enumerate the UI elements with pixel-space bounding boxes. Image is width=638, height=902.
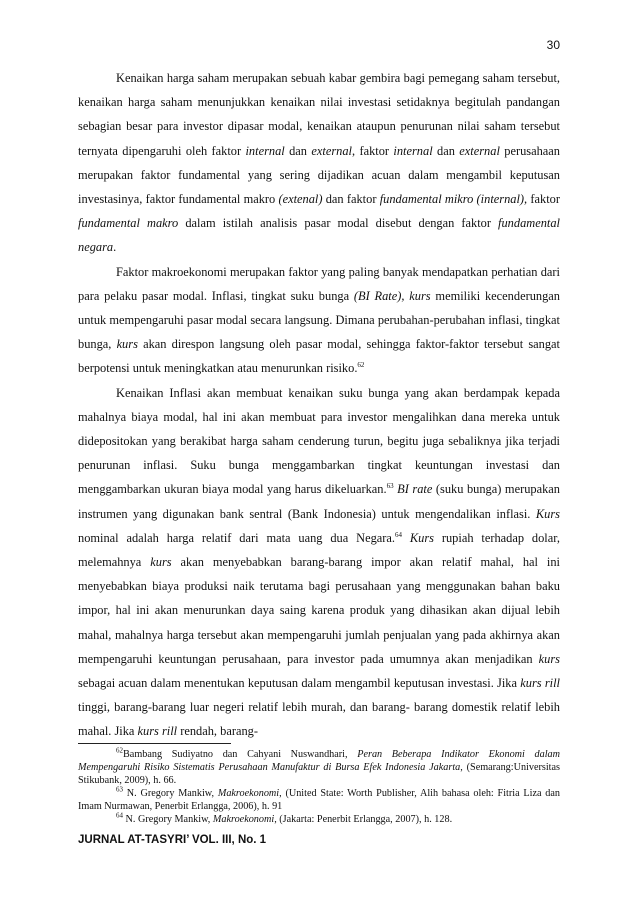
text-run: rendah, barang- (177, 724, 258, 739)
page-number: 30 (546, 38, 560, 52)
italic-text: fundamental makro (78, 216, 179, 231)
journal-footer: JURNAL AT-TASYRI’ VOL. III, No. 1 (78, 834, 267, 846)
text-run: Faktor makroekonomi merupakan faktor yang paling banyak mendapatkan perhatian dari para pelaku pasar modal. Inflasi, tingkat suku bunga (78, 264, 560, 303)
text-run: sebagai acuan dalam menentukan keputusan dalam mengambil keputusan investasi. Jika (78, 676, 521, 691)
italic-text: internal (393, 143, 433, 158)
italic-text: Kurs (409, 530, 434, 545)
text-run: dalam istilah analisis pasar modal disebut dengan faktor (178, 216, 499, 231)
text-run: perusahaan merupakan faktor fundamental yang sering dijadikan acuan dalam mengambil keputusan investasinya, faktor fundamental makro (78, 143, 561, 207)
body-text (78, 66, 560, 744)
paragraph (78, 66, 560, 260)
footnote-ref: 64 (395, 530, 402, 539)
footnote-ref: 63 (386, 482, 394, 491)
text-run: nominal adalah harga relatif dari mata uang dua Negara. (78, 530, 395, 545)
text-run: rupiah terhadap dolar, melemahnya (78, 530, 560, 570)
text-run: N. Gregory Mankiw, (123, 788, 218, 799)
italic-text: external (311, 143, 352, 158)
footnote (78, 813, 560, 826)
footnote-ref: 62 (116, 746, 123, 755)
text-run: dan (284, 143, 312, 158)
text-run: dan faktor (322, 192, 380, 207)
italic-text: (BI Rate), kurs (353, 288, 431, 303)
text-run: dan (432, 143, 460, 158)
italic-text: kurs (150, 555, 172, 570)
italic-text: kurs (538, 651, 560, 666)
text-run: , (United State: Worth Publisher, Alih bahasa oleh: Fitria Liza dan Imam Nurmawan, Penerbit Erlangga, 2006), h. 91 (78, 788, 560, 812)
footnote-divider (78, 743, 231, 744)
text-run: akan direspon langsung oleh pasar modal, sehingga faktor-faktor tersebut sangat berpotensi untuk meningkatkan atau menurunkan risiko. (78, 337, 560, 376)
italic-text: external (459, 143, 500, 158)
italic-text: Kurs (535, 506, 560, 521)
footnote-ref: 63 (116, 785, 123, 794)
footnote (78, 787, 560, 813)
footnote (78, 748, 560, 787)
text-run: faktor (527, 192, 560, 207)
text-run: memiliki kecenderungan untuk mempengaruhi pasar modal secara langsung. Dimana perubahan-perubahan inflasi, tingkat bunga, (78, 288, 560, 352)
text-run: , (Jakarta: Penerbit Erlangga, 2007), h. 128. (274, 814, 453, 825)
text-run: akan menyebabkan barang-barang impor akan relatif mahal, hal ini menyebabkan biaya produksi naik terutama bagi perusahaan yang menggunakan bahan baku impor, hal ini akan menurunkan daya saing karena produk yang dihasikan akan dijual lebih mahal, mahalnya harga tersebut akan mempengaruhi jumlah penjualan yang pada akhirnya akan mempengaruhi keuntungan perusahaan, para investor pada umumnya akan menjadikan (78, 555, 560, 666)
text-run: Kenaikan Inflasi akan membuat kenaikan suku bunga yang akan berdampak kepada mahalnya biaya modal, hal ini akan membuat para investor mengalihkan dana mereka untuk didepositokan yang berakibat harga saham cenderung turun, begitu juga sebaliknya jika terjadi penurunan inflasi. Suku bunga menggambarkan tingkat keuntungan investasi dan menggambarkan ukuran biaya modal yang harus dikeluarkan. (78, 385, 560, 497)
italic-text: (extenal) (278, 192, 323, 207)
italic-text: Makroekonomi (212, 814, 275, 825)
footnote-ref: 62 (357, 361, 365, 370)
text-run: . (113, 240, 117, 255)
italic-text: Makroekonomi (217, 788, 280, 799)
text-run: N. Gregory Mankiw, (123, 814, 213, 825)
paragraph (78, 260, 560, 381)
italic-text: kurs rill (520, 676, 560, 691)
footnote-ref: 64 (116, 811, 123, 820)
footnotes (78, 748, 560, 826)
italic-text: internal (245, 143, 285, 158)
italic-text: BI rate (397, 482, 433, 497)
italic-text: Peran Beberapa Indikator Ekonomi dalam Mempengaruhi Risiko Sistematis Perusahaan Manufaktur di Bursa Efek Indonesia Jakarta (78, 749, 561, 773)
text-run: Bambang Sudiyatno dan Cahyani Nuswandhari, (123, 749, 358, 760)
text-run: tinggi, barang-barang luar negeri relatif lebih murah, dan barang- barang domestik relatif lebih mahal. Jika (78, 700, 560, 739)
italic-text: kurs (116, 337, 138, 352)
paragraph (78, 381, 560, 744)
italic-text: fundamental mikro (internal), (379, 192, 528, 207)
text-run: , faktor (351, 143, 394, 158)
text-run: (suku bunga) merupakan instrumen yang digunakan bank sentral (Bank Indonesia) untuk mengendalikan inflasi. (78, 482, 560, 521)
text-run: Kenaikan harga saham merupakan sebuah kabar gembira bagi pemegang saham tersebut, kenaikan harga saham menunjukkan kenaikan nilai investasi setidaknya begitulah pandangan sebagian besar para investor dipasar modal, kenaikan ataupun penurunan nilai saham tersebut ternyata dipengaruhi oleh faktor (78, 71, 560, 158)
text-run: , (Semarang:Universitas Stikubank, 2009), h. 66. (78, 762, 560, 786)
italic-text: fundamental negara (78, 216, 560, 255)
italic-text: kurs rill (137, 724, 178, 739)
text-run (402, 531, 410, 545)
